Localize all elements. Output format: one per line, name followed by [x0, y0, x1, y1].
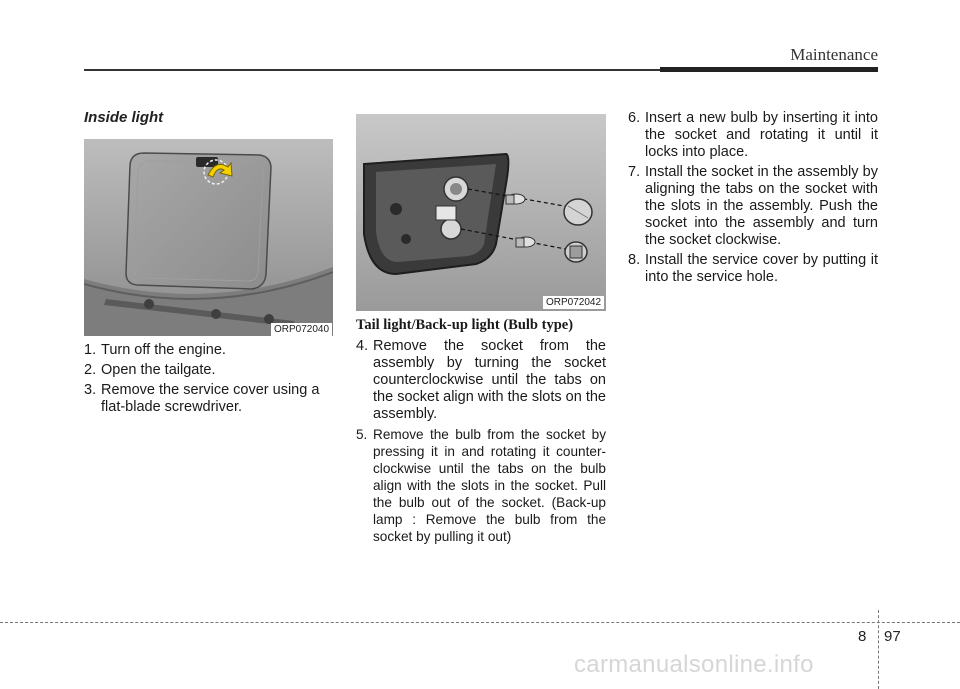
figure-tail-light — [356, 114, 606, 311]
steps-list-1 — [84, 342, 334, 416]
section-title: Inside light — [84, 109, 164, 126]
chapter-number: 8 — [858, 628, 867, 645]
steps-list-2 — [356, 338, 606, 545]
figure-code-middle: ORP072042 — [543, 296, 604, 309]
service-cover-illustration — [84, 139, 333, 336]
watermark: carmanualsonline.info — [574, 651, 814, 678]
list-item: 3. Remove the service cover using a flat-blade screwdriver. — [84, 382, 320, 415]
header-rule — [84, 69, 660, 71]
figure-code-left: ORP072040 — [271, 323, 332, 336]
footer-rule — [0, 622, 960, 623]
header-rule-accent — [660, 67, 878, 72]
figure-inside-light — [84, 139, 333, 336]
column-2 — [356, 317, 606, 548]
subheading-tail-light: Tail light/Back-up light (Bulb type) — [356, 317, 574, 333]
list-item: 6. Insert a new bulb by inserting it into the socket and rotating it until it locks into place. — [628, 110, 878, 160]
list-item: 5. Remove the bulb from the socket by pressing it in and rotating it counter-clockwise until the tabs on the bulb align with the slots in the socket. Pull the bulb out of the socket. (Back-up lamp : Remove the bulb from the socket by pulling it out) — [356, 427, 606, 544]
list-item: 1. Turn off the engine. — [84, 342, 226, 358]
column-1 — [84, 342, 334, 419]
running-header: Maintenance — [790, 45, 878, 64]
column-3 — [628, 110, 878, 289]
tail-light-illustration — [356, 114, 606, 311]
steps-list-3 — [628, 110, 878, 286]
list-item: 7. Install the socket in the assembly by aligning the tabs on the socket with the slots in the assembly. Push the socket into the assembly and turn the socket clockwise. — [628, 164, 878, 248]
page-number: 97 — [884, 628, 901, 645]
list-item: 4. Remove the socket from the assembly by turning the socket counterclockwise until the tabs on the socket align with the slots on the assembly. — [356, 338, 606, 422]
footer-divider — [878, 610, 879, 689]
list-item: 2. Open the tailgate. — [84, 362, 216, 378]
list-item: 8. Install the service cover by putting it into the service hole. — [628, 252, 878, 285]
